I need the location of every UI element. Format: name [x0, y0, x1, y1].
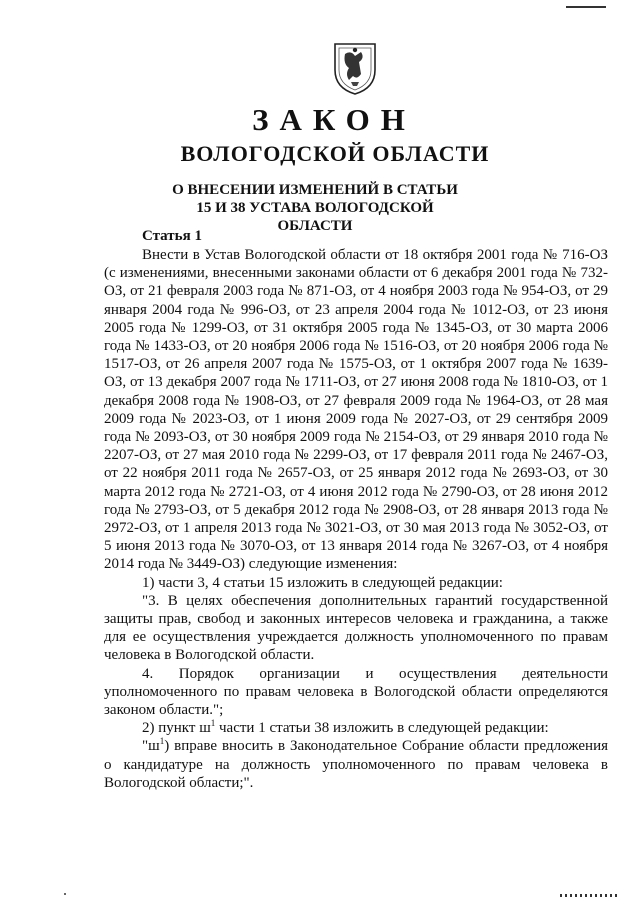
item2-quote-suffix: ) вправе вносить в Законодательное Собрание области предложения о кандидатуре на должность уполномоченного по правам человека в Вологодской области;". — [104, 738, 608, 791]
document-title: ЗАКОН — [252, 102, 416, 137]
intro-paragraph: Внести в Устав Вологодской области от 18 октября 2001 года № 716-ОЗ (с изменениями, внесенными законами области от 6 декабря 2001 года № 732-ОЗ, от 21 февраля 2003 года № 871-ОЗ, от 4 ноября 2003 года № 954-ОЗ, от 29 января 2004 года № 996-ОЗ, от 23 апреля 2004 года № 1012-ОЗ, от 23 июня 2005 года № 1299-ОЗ, от 31 октября 2005 года № 1345-ОЗ, от 30 марта 2006 года № 1433-ОЗ, от 20 ноября 2006 года № 1516-ОЗ, от 20 ноября 2006 года № 1517-ОЗ, от 26 апреля 2007 года № 1575-ОЗ, от 1 октября 2007 года № 1639-ОЗ, от 13 декабря 2007 года № 1711-ОЗ, от 27 июня 2008 года № 1810-ОЗ, от 1 декабря 2008 года № 1908-ОЗ, от 27 февраля 2009 года № 1964-ОЗ, от 28 мая 2009 года № 2023-ОЗ, от 1 июня 2009 года № 2027-ОЗ, от 29 сентября 2009 года № 2093-ОЗ, от 30 ноября 2009 года № 2154-ОЗ, от 29 января 2010 года № 2207-ОЗ, от 27 мая 2010 года № 2299-ОЗ, от 17 февраля 2011 года № 2467-ОЗ, от 22 ноября 2011 года № 2657-ОЗ, от 25 января 2012 года № 2693-ОЗ, от 30 марта 2012 года № 2721-ОЗ, от 4 июня 2012 года № 2790-ОЗ, от 28 июня 2012 года № 2793-ОЗ, от 5 декабря 2012 года № 2908-ОЗ, от 28 января 2013 года № 2972-ОЗ, от 1 апреля 2013 года № 3021-ОЗ, от 30 мая 2013 года № 3052-ОЗ, от 5 июня 2013 года № 3070-ОЗ, от 13 января 2014 года № 3267-ОЗ, от 4 ноября 2014 года № 3449-ОЗ) следующие изменения: — [104, 247, 608, 573]
item2-quote-sup: 1 — [159, 736, 165, 747]
item1-part3: "3. В целях обеспечения дополнительных гарантий государственной защиты прав, свобод и законных интересов человека и гражданина, а также для ее осуществления учреждается должность уполномоченного по правам человека в Вологодской области. — [104, 592, 608, 664]
scan-dot — [64, 893, 66, 895]
item1-intro: 1) части 3, 4 статьи 15 изложить в следующей редакции: — [142, 574, 503, 591]
scan-mark — [566, 6, 606, 8]
article-heading: Статья 1 — [142, 228, 202, 244]
item2-quote-prefix: "ш — [142, 738, 160, 755]
item2-sup: 1 — [210, 718, 216, 729]
item2-suffix: части 1 статьи 38 изложить в следующей редакции: — [215, 720, 549, 737]
item2-prefix: 2) пункт ш — [142, 720, 211, 737]
scan-mark-bottom — [560, 894, 620, 897]
item2-quote — [104, 737, 608, 792]
law-subtitle: О ВНЕСЕНИИ ИЗМЕНЕНИЙ В СТАТЬИ 15 И 38 УСТАВА ВОЛОГОДСКОЙ ОБЛАСТИ — [172, 182, 458, 234]
item1-part4: 4. Порядок организации и осуществления деятельности уполномоченного по правам человека в Вологодской области определяются законом области."; — [104, 665, 608, 719]
coat-of-arms-icon — [331, 40, 379, 96]
article-body — [104, 246, 608, 792]
item2-intro — [104, 719, 608, 737]
region-title: ВОЛОГОДСКОЙ ОБЛАСТИ — [180, 141, 490, 166]
